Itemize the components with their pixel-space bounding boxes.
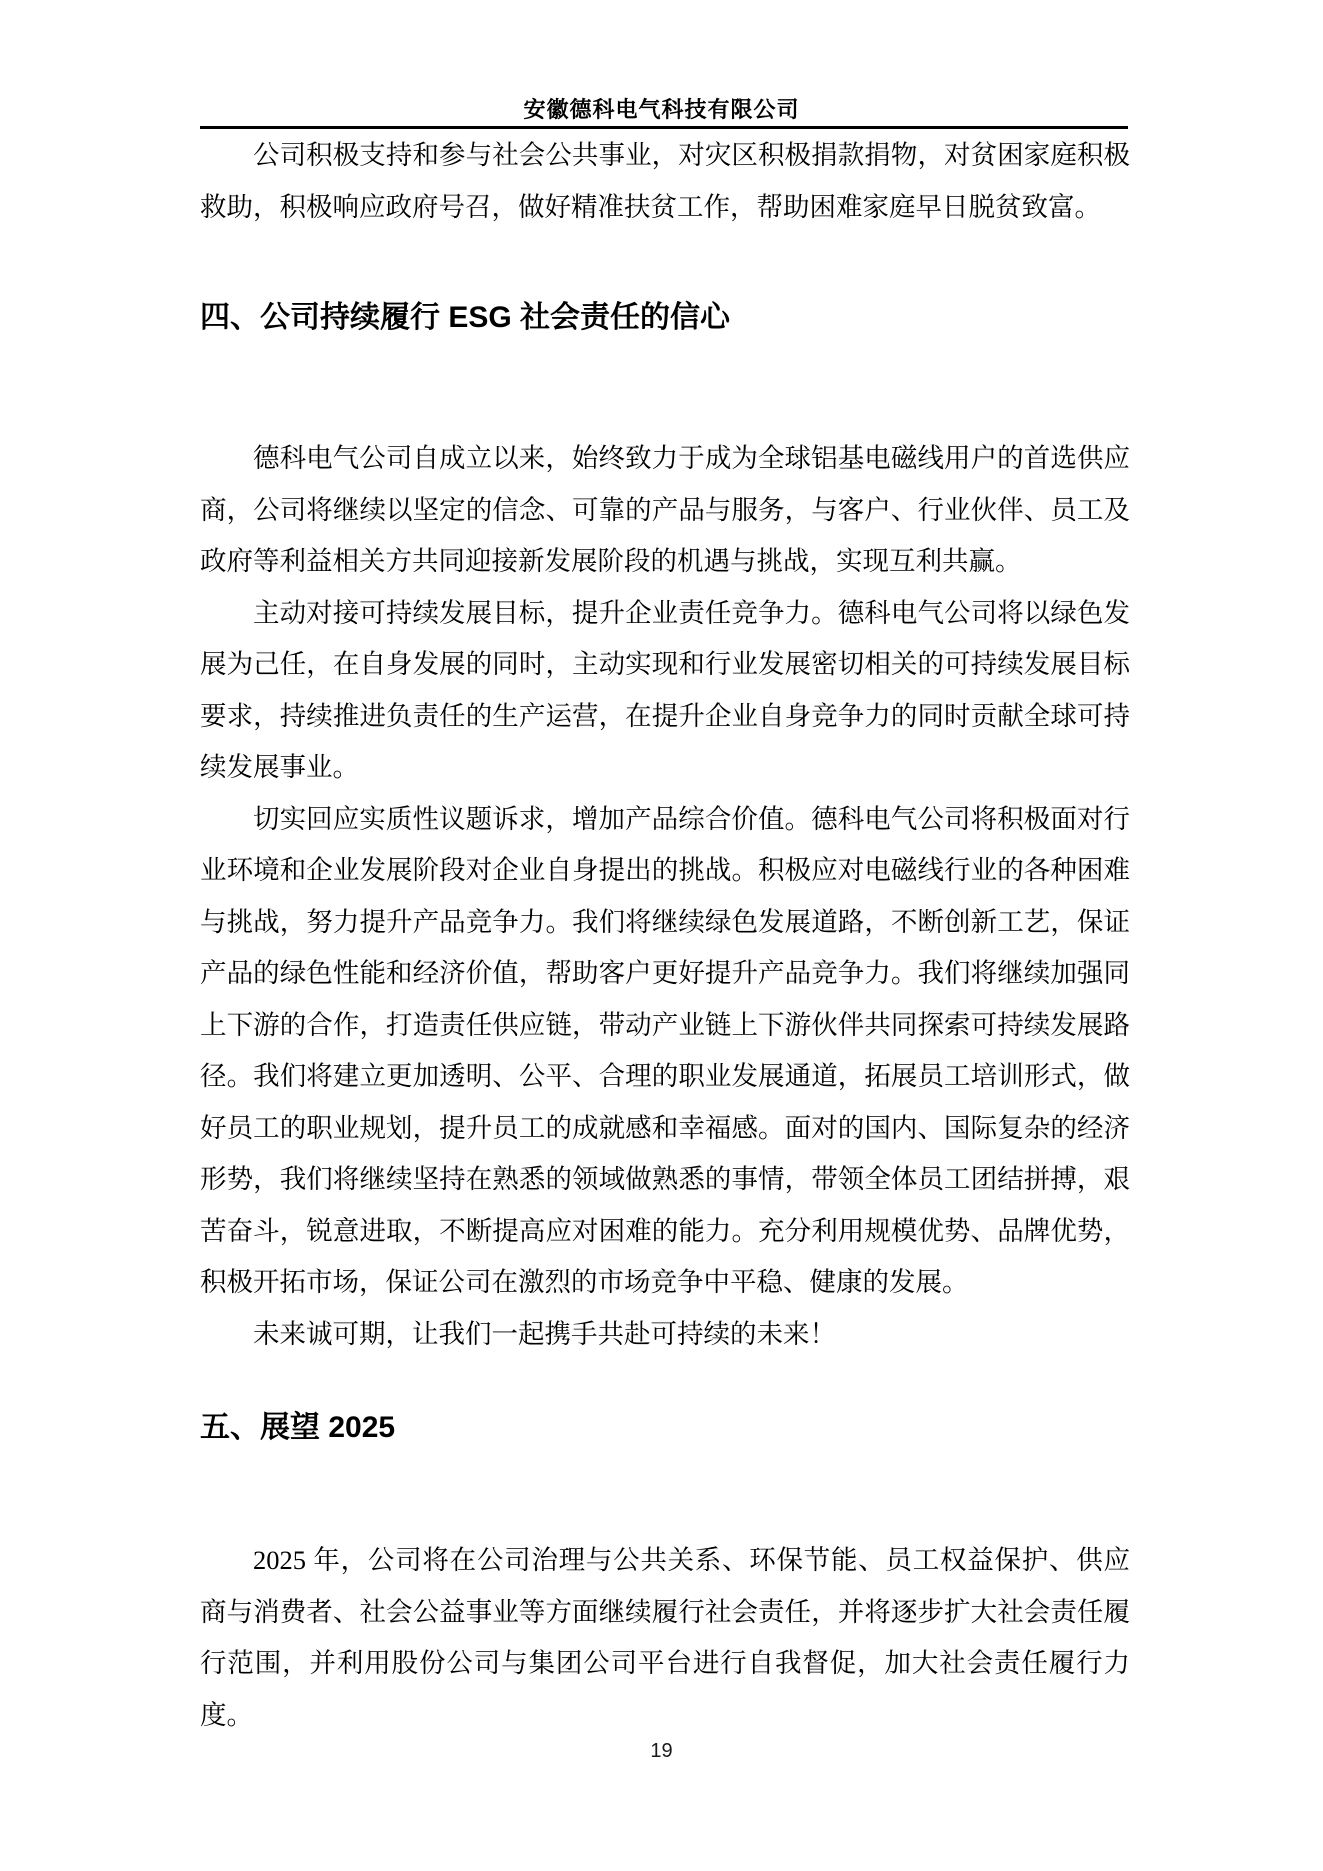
page-number: 19 bbox=[650, 1740, 673, 1762]
header-company-name: 安徽德科电气科技有限公司 bbox=[523, 97, 800, 122]
document-body bbox=[200, 130, 1130, 1741]
paragraph-social-welfare: 公司积极支持和参与社会公共事业，对灾区积极捐款捐物，对贫困家庭积极救助，积极响应政府号召，做好精准扶贫工作，帮助困难家庭早日脱贫致富。 bbox=[200, 140, 1130, 222]
paragraph-future-call: 未来诚可期，让我们一起携手共赴可持续的未来！ bbox=[253, 1318, 836, 1349]
paragraph-esg-intro: 德科电气公司自成立以来，始终致力于成为全球铝基电磁线用户的首选供应商，公司将继续以坚定的信念、可靠的产品与服务，与客户、行业伙伴、员工及政府等利益相关方共同迎接新发展阶段的机遇与挑战，实现互利共赢。 bbox=[200, 443, 1130, 576]
paragraph-outlook-2025: 2025 年，公司将在公司治理与公共关系、环保节能、员工权益保护、供应商与消费者、社会公益事业等方面继续履行社会责任，并将逐步扩大社会责任履行范围，并利用股份公司与集团公司平台进行自我督促，加大社会责任履行力度。 bbox=[200, 1545, 1130, 1730]
section-heading-five: 五、展望 2025 bbox=[200, 1411, 396, 1444]
section-heading-four: 四、公司持续履行 ESG 社会责任的信心 bbox=[200, 301, 731, 334]
paragraph-material-topics: 切实回应实质性议题诉求，增加产品综合价值。德科电气公司将积极面对行业环境和企业发展阶段对企业自身提出的挑战。积极应对电磁线行业的各种困难与挑战，努力提升产品竞争力。我们将继续绿色发展道路，不断创新工艺，保证产品的绿色性能和经济价值，帮助客户更好提升产品竞争力。我们将继续加强同上下游的合作，打造责任供应链，带动产业链上下游伙伴共同探索可持续发展路径。我们将建立更加透明、公平、合理的职业发展通道，拓展员工培训形式，做好员工的职业规划，提升员工的成就感和幸福感。面对的国内、国际复杂的经济形势，我们将继续坚持在熟悉的领域做熟悉的事情，带领全体员工团结拼搏，艰苦奋斗，锐意进取，不断提高应对困难的能力。充分利用规模优势、品牌优势，积极开拓市场，保证公司在激烈的市场竞争中平稳、健康的发展。 bbox=[200, 803, 1130, 1297]
paragraph-sdg-goals: 主动对接可持续发展目标，提升企业责任竞争力。德科电气公司将以绿色发展为己任，在自身发展的同时，主动实现和行业发展密切相关的可持续发展目标要求，持续推进负责任的生产运营，在提升企业自身竞争力的同时贡献全球可持续发展事业。 bbox=[200, 597, 1130, 782]
header-divider bbox=[200, 126, 1128, 129]
page-footer bbox=[0, 1740, 1323, 1763]
